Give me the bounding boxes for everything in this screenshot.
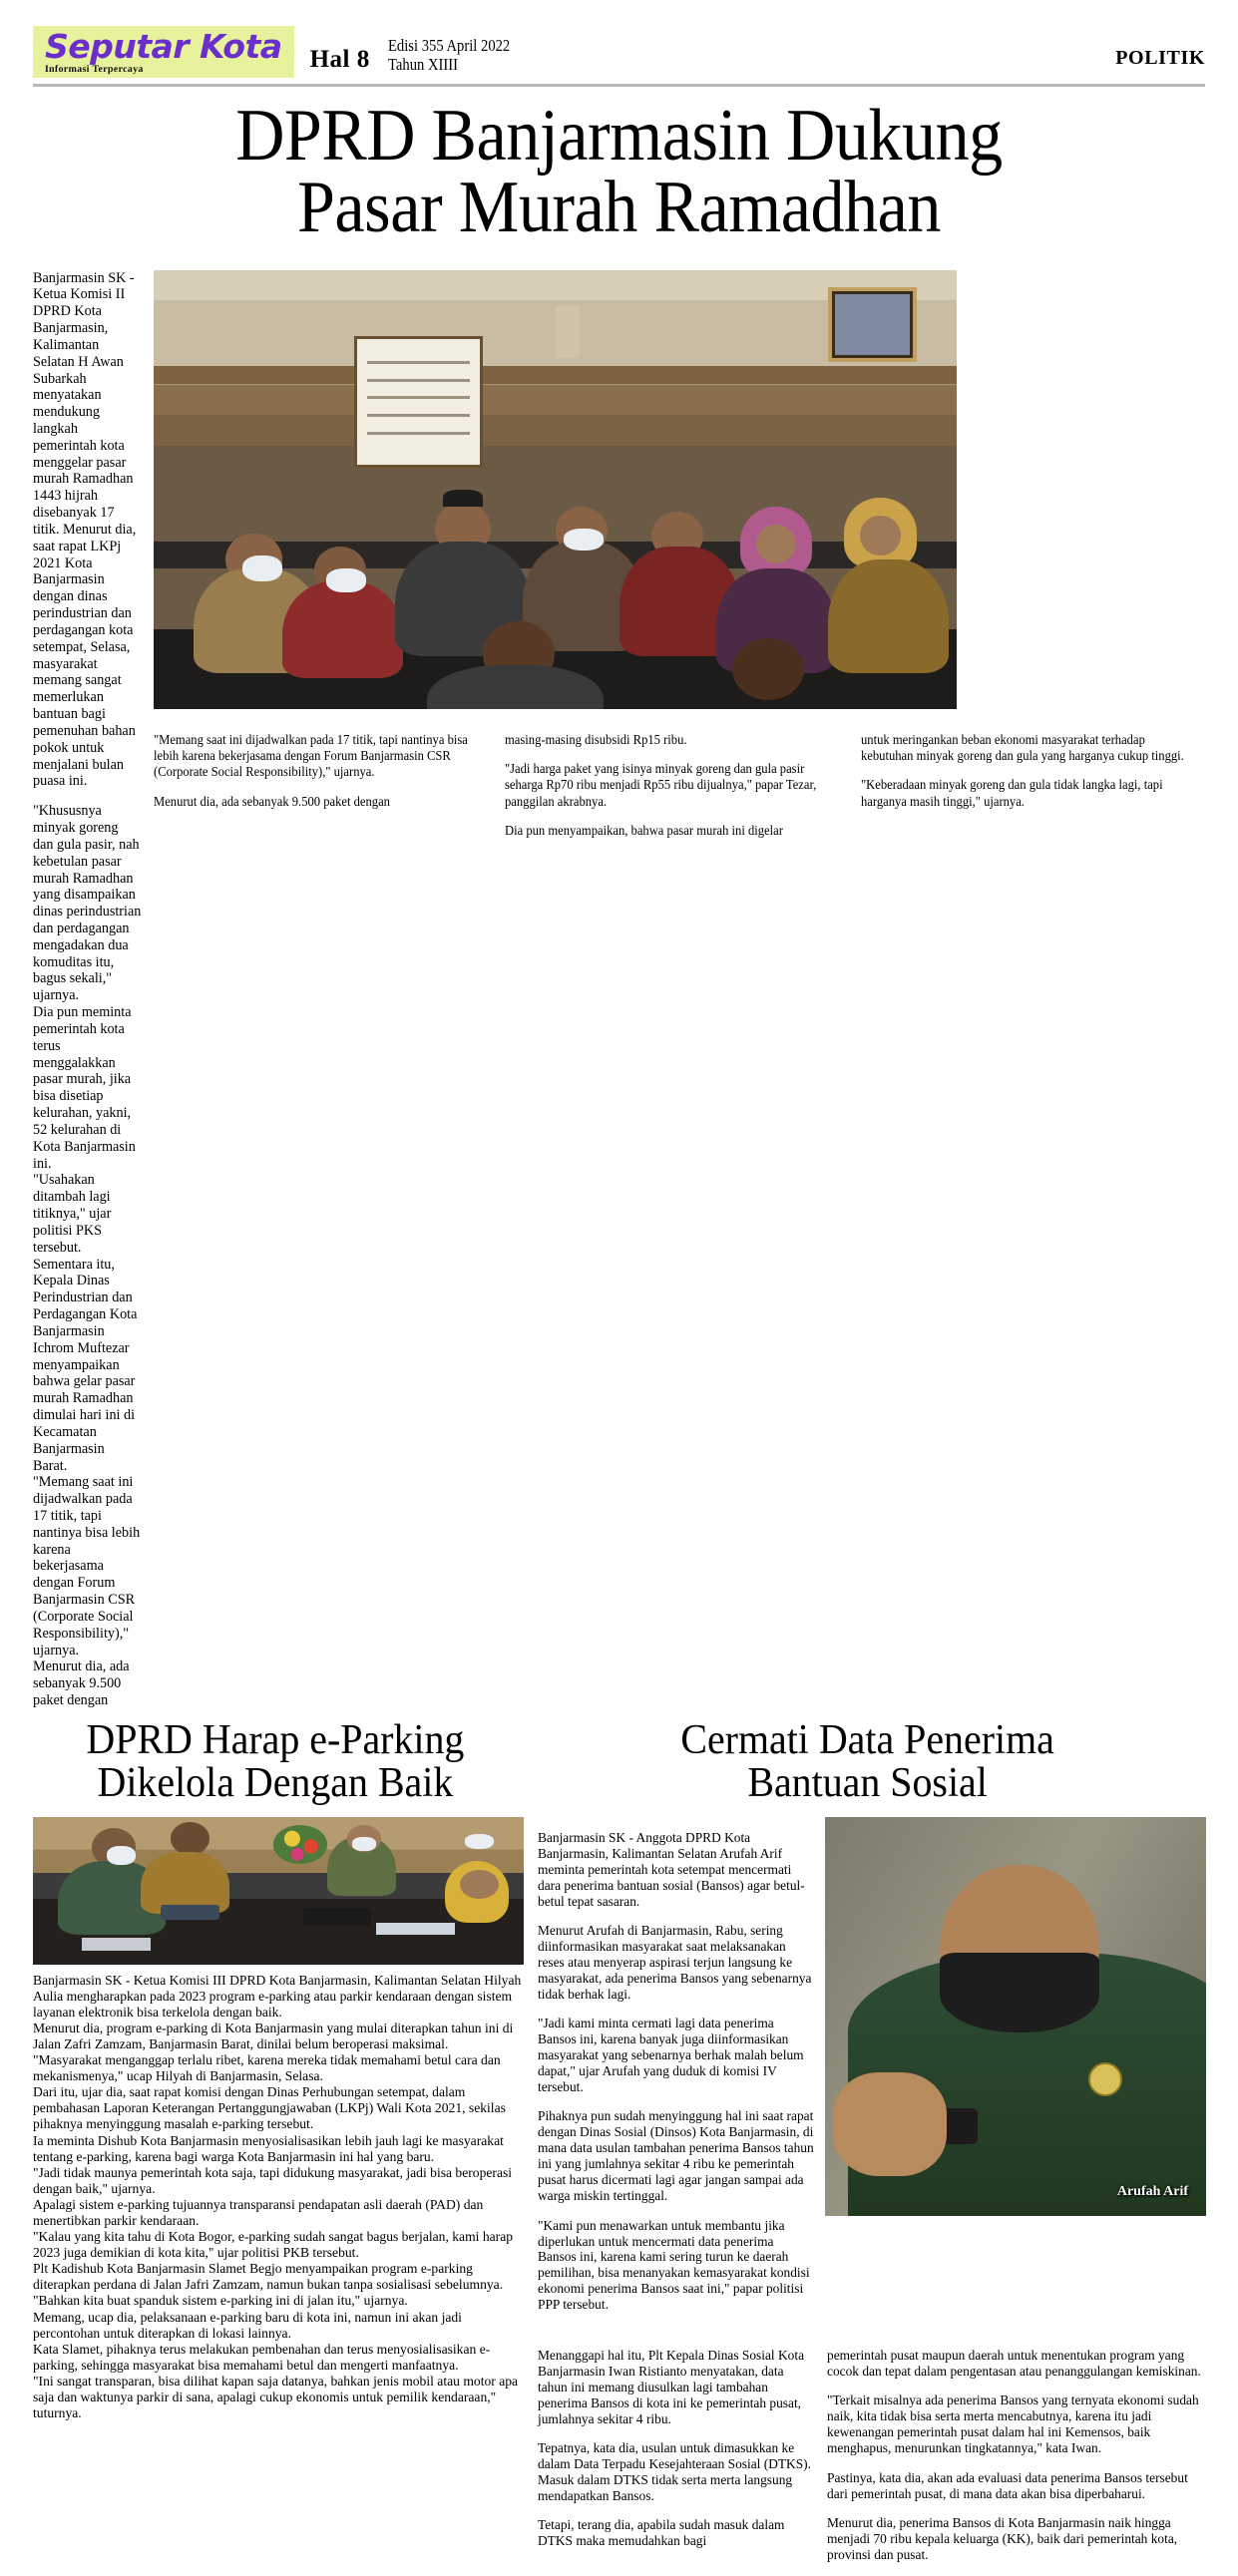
photo-caption: Arufah Arif — [1116, 2183, 1188, 2199]
paragraph: Banjarmasin SK - Ketua Komisi III DPRD Kota Banjarmasin, Kalimantan Selatan Hilyah Aulia mengharapkan pada 2023 program e-parking atau parkir kendaraan dengan sistem layanan elektronik bisa terkelola dengan baik. — [33, 1972, 522, 2020]
paragraph: "Usahakan ditambah lagi titiknya," ujar politisi PKS tersebut. — [33, 1172, 112, 1256]
paragraph: "Jadi kami minta cermati lagi data penerima Bansos ini, karena banyak juga diinformasikan masyarakat yang sebenarnya berhak malah belum dapat," ujar Arufah yang duduk di komisi IV tersebut. — [538, 2016, 804, 2095]
bansos-body-left-cont — [538, 2335, 815, 2576]
paragraph: "Memang saat ini dijadwalkan pada 17 titik, tapi nantinya bisa lebih karena bekerjasama dengan Forum Banjarmasin CSR (Corporate Social Responsibility)," ujarnya. — [154, 731, 468, 780]
paragraph: masing-masing disubsidi Rp15 ribu. — [505, 731, 687, 747]
rapat-dprd-photo — [154, 270, 957, 709]
bansos-body-right — [827, 2335, 1208, 2576]
bansos-headline-line-2: Bantuan Sosial — [747, 1759, 988, 1806]
paragraph: Plt Kadishub Kota Banjarmasin Slamet Begjo menyampaikan program e-parking diterapkan perdana di Jalan Jafri Zamzam, namun bukan tanpa sosialisasi sebelumnya. — [33, 2261, 504, 2293]
lead-caption-columns — [154, 719, 1205, 853]
paragraph: Apalagi sistem e-parking tujuannya transparansi pendapatan asli daerah (PAD) dan menertibkan parkir kendaraan. — [33, 2196, 484, 2228]
paragraph: "Masyarakat menganggap terlalu ribet, karena mereka tidak memahami betul cara dan mekanismenya," ucap Hilyah di Banjarmasin, Selasa. — [33, 2052, 501, 2084]
paragraph: Dia pun meminta pemerintah kota terus menggalakkan pasar murah, jika bisa disetiap kelurahan, yakni, 52 kelurahan di Kota Banjarmasin ini. — [33, 1004, 136, 1172]
paragraph: Menurut Arufah di Banjarmasin, Rabu, sering diinformasikan masyarakat saat melaksanakan reses atau menyerap aspirasi terjun langsung ke masyarakat, ada penerima Bansos yang sebenarnya tidak berhak lagi. — [538, 1923, 812, 2002]
headline-line-1: DPRD Banjarmasin Dukung — [235, 95, 1003, 177]
paragraph: "Jadi harga paket yang isinya minyak goreng dan gula pasir seharga Rp70 ribu menjadi Rp55 ribu dijualnya," papar Tezar, panggilan akrabnya. — [505, 761, 817, 809]
paragraph: "Ini sangat transparan, bisa dilihat kapan saja datanya, bahkan jenis mobil atau motor apa saja dan waktunya parkir di sana, apalagi cukup ekonomis untuk pemilik kendaraan," tuturnya. — [33, 2373, 519, 2421]
headline-line-2: Pasar Murah Ramadhan — [297, 166, 941, 248]
newspaper-logo — [33, 26, 294, 78]
masthead — [33, 0, 1205, 78]
paragraph: Menurut dia, ada sebanyak 9.500 paket dengan — [33, 1658, 130, 1709]
paragraph: "Bahkan kita buat spanduk sistem e-parking ini di jalan itu," ujarnya. — [33, 2293, 408, 2309]
rapat-komisi-photo — [33, 1817, 524, 1965]
paragraph: Menurut dia, penerima Bansos di Kota Banjarmasin naik hingga menjadi 70 ribu kepala keluarga (KK), baik dari pemerintah kota, provinsi dan pusat. — [827, 2514, 1178, 2562]
lead-photo-area — [154, 270, 1205, 1709]
lead-body-col3 — [861, 719, 1184, 853]
bansos-article-title — [547, 1716, 1188, 1806]
edition-info — [388, 36, 510, 74]
bansos-body-left — [538, 1817, 815, 2327]
paragraph: "Khususnya minyak goreng dan gula pasir, nah kebetulan pasar murah Ramadhan yang disampaikan dinas perindustrian dan perdagangan mengadakan dua komuditas itu, bagus sekali," ujarnya. — [33, 803, 142, 1004]
logo-title: Seputar Kota — [44, 27, 282, 66]
paragraph: Memang, ucap dia, pelaksanaan e-parking baru di kota ini, namun ini akan jadi percontohan untuk diterapkan di lokasi lainnya. — [33, 2309, 462, 2341]
paragraph: "Terkait misalnya ada penerima Bansos yang ternyata ekonomi sudah naik, kita tidak bisa serta merta mencabutnya, karena itu jadi kewenangan pemerintah pusat dalam hal ini Kemensos, baik menghapus, menurunkan tingkatannya," kata Iwan. — [827, 2392, 1199, 2456]
parking-article — [33, 1817, 524, 2576]
lead-body-col1 — [33, 270, 142, 1709]
parking-article-title — [45, 1716, 506, 1806]
paragraph: "Kalau yang kita tahu di Kota Bogor, e-parking sudah sangat bagus berjalan, kami harap 2023 juga demikian di kota kita," ujar politisi PKB tersebut. — [33, 2229, 514, 2261]
paragraph: "Keberadaan minyak goreng dan gula tidak langka lagi, tapi harganya masih tinggi," ujarnya. — [861, 777, 1163, 809]
paragraph: "Jadi tidak maunya pemerintah kota saja, tapi didukung masyarakat, jadi bisa beroperasi dengan baik," ujarnya. — [33, 2164, 513, 2196]
paragraph: Menanggapi hal itu, Plt Kepala Dinas Sosial Kota Banjarmasin Iwan Ristianto menyatakan, data tahun ini memang diusulkan lagi tambahan penerima Bansos di kota ini ke pemerintah pusat, jumlahnya sekitar 4 ribu. — [538, 2348, 805, 2426]
paragraph: pemerintah pusat maupun daerah untuk menentukan program yang cocok dan tepat dalam pengentasan atau penanggulangan kemiskinan. — [827, 2348, 1201, 2379]
edition-line-2: Tahun XIIII — [387, 54, 458, 74]
arufah-arif-photo — [825, 1817, 1206, 2216]
lead-body-col1-cont — [154, 719, 473, 853]
bottom-articles — [33, 1817, 1205, 2576]
logo-tagline: Informasi Terpercaya — [44, 64, 144, 75]
paragraph: Menurut dia, program e-parking di Kota Banjarmasin yang mulai diterapkan tahun ini di Jalan Zafri Zamzam, Banjarmasin Barat, dinilai belum beroperasi maksimal. — [33, 2020, 514, 2051]
masthead-divider — [33, 84, 1205, 87]
lead-body-col2 — [505, 719, 828, 853]
bansos-article — [538, 1817, 1208, 2576]
paragraph: Banjarmasin SK - Anggota DPRD Kota Banjarmasin, Kalimantan Selatan Arufah Arif meminta pemerintah kota setempat mencermati dara penerima bantuan sosial (Bansos) agar betul-betul tepat sasaran. — [538, 1829, 805, 1909]
bansos-headline-line-1: Cermati Data Penerima — [680, 1716, 1054, 1763]
lead-column-1 — [33, 270, 142, 1709]
paragraph: Pihaknya pun sudah menyinggung hal ini saat rapat dengan Dinas Sosial (Dinsos) Kota Banjarmasin, di mana data usulan tambahan penerima Bansos tahun ini yang jumlahnya sekitar 4 ribu ke pemerintah pusat harus dicermati lagi agar jangan sampai ada warga miskin tertinggal. — [538, 2108, 814, 2204]
paragraph: Dia pun menyampaikan, bahwa pasar murah ini digelar — [505, 823, 783, 839]
lead-article — [33, 270, 1205, 1709]
paragraph: "Memang saat ini dijadwalkan pada 17 titik, tapi nantinya bisa lebih karena bekerjasama dengan Forum Banjarmasin CSR (Corporate Social Responsibility)," ujarnya. — [33, 1474, 141, 1658]
parking-body — [33, 1973, 524, 2422]
paragraph: Dari itu, ujar dia, saat rapat komisi dengan Dinas Perhubungan setempat, dalam pembahasan Laporan Keterangan Pertanggungjawaban (LKPj) Wali Kota 2021, sekilas pihaknya menyinggung masalah e-parking tersebut. — [33, 2084, 506, 2132]
paragraph: untuk meringankan beban ekonomi masyarakat terhadap kebutuhan minyak goreng dan gula yang harganya cukup tinggi. — [861, 731, 1184, 763]
lower-headlines — [33, 1716, 1205, 1806]
paragraph: Ia meminta Dishub Kota Banjarmasin menyosialisasikan lebih jauh lagi ke masyarakat tentang e-parking, karena bagi warga Kota Banjarmasin ini hal yang baru. — [33, 2132, 504, 2164]
paragraph: "Kami pun menawarkan untuk membantu jika diperlukan untuk mencermati data penerima Bansos ini, karena kami sering turun ke daerah pemilihan, bisa menanyakan kemasyarakat kondisi ekonomi penerima Bansos saat ini," papar politisi PPP tersebut. — [538, 2217, 810, 2313]
edition-line-1: Edisi 355 April 2022 — [387, 35, 510, 55]
paragraph: Sementara itu, Kepala Dinas Perindustrian dan Perdagangan Kota Banjarmasin Ichrom Muftezar menyampaikan bahwa gelar pasar murah Ramadhan dimulai hari ini di Kecamatan Banjarmasin Barat. — [33, 1256, 138, 1474]
section-label: POLITIK — [1115, 47, 1205, 69]
page-title — [80, 95, 1158, 248]
shirt-badge-icon — [1088, 2062, 1122, 2096]
paragraph: Banjarmasin SK - Ketua Komisi II DPRD Kota Banjarmasin, Kalimantan Selatan H Awan Subarkah menyatakan mendukung langkah pemerintah kota menggelar pasar murah Ramadhan 1443 hijrah disebanyak 17 titik. Menurut dia, saat rapat LKPj 2021 Kota Banjarmasin dengan dinas perindustrian dan perdagangan kota setempat, Selasa, masyarakat memang sangat memerlukan bantuan bagi pemenuhan bahan pokok untuk menjalani bulan puasa ini. — [33, 269, 137, 790]
paragraph: Tepatnya, kata dia, usulan untuk dimasukkan ke dalam Data Terpadu Kesejahteraan Sosial (DTKS). Masuk dalam DTKS tidak serta merta langsung mendapatkan Bansos. — [538, 2440, 811, 2504]
paragraph: Kata Slamet, pihaknya terus melakukan pembenahan dan terus menyosialisasikan e-parking, sehingga masyarakat bisa memahami betul dan mengerti manfaatnya. — [33, 2341, 491, 2373]
paragraph: Menurut dia, ada sebanyak 9.500 paket dengan — [154, 793, 390, 809]
paragraph: Tetapi, terang dia, apabila sudah masuk dalam DTKS maka memudahkan bagi — [538, 2517, 785, 2549]
parking-headline-line-2: Dikelola Dengan Baik — [97, 1759, 454, 1806]
page-number: Hal 8 — [309, 46, 370, 73]
paragraph: Pastinya, kata dia, akan ada evaluasi data penerima Bansos tersebut dari pemerintah pusat, di mana data akan bisa diperbaharui. — [827, 2469, 1188, 2501]
parking-headline-line-1: DPRD Harap e-Parking — [86, 1716, 465, 1763]
